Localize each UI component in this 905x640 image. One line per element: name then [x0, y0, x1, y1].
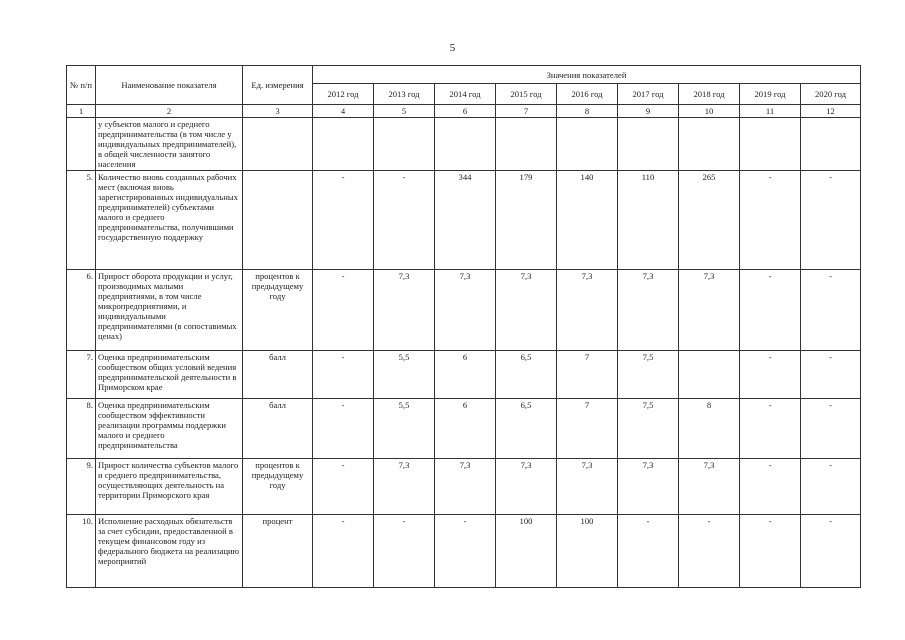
- indicator-name: у субъектов малого и среднего предпринимательства (в том числе у индивидуальных предпринимателей), в общей численности занятого населения: [96, 118, 243, 171]
- indicator-value: -: [801, 171, 861, 270]
- table-row: [67, 270, 861, 351]
- indicator-value: 6: [435, 399, 496, 459]
- header-unit: Ед. измерения: [243, 66, 313, 105]
- indicator-value: [618, 118, 679, 171]
- indicator-value: -: [313, 515, 374, 588]
- unit-of-measure: балл: [243, 351, 313, 399]
- indicator-value: -: [801, 515, 861, 588]
- indicator-name: Оценка предпринимательским сообществом общих условий ведения предпринимательской деятельности в Приморском крае: [96, 351, 243, 399]
- table-row: [67, 399, 861, 459]
- indicator-value: [679, 118, 740, 171]
- column-number: 4: [313, 105, 374, 118]
- indicator-value: -: [374, 515, 435, 588]
- indicator-value: -: [740, 459, 801, 515]
- indicator-value: [496, 118, 557, 171]
- header-year: 2017 год: [618, 84, 679, 105]
- row-number: 7.: [67, 351, 96, 399]
- indicator-value: -: [740, 515, 801, 588]
- header-year: 2018 год: [679, 84, 740, 105]
- indicator-value: 7,3: [557, 270, 618, 351]
- column-number: 6: [435, 105, 496, 118]
- indicator-value: [557, 118, 618, 171]
- indicator-value: 7,3: [679, 270, 740, 351]
- indicator-value: -: [618, 515, 679, 588]
- indicator-value: [374, 118, 435, 171]
- header-year: 2016 год: [557, 84, 618, 105]
- header-year: 2013 год: [374, 84, 435, 105]
- indicator-value: 7,5: [618, 399, 679, 459]
- table-row: [67, 118, 861, 171]
- row-number: 8.: [67, 399, 96, 459]
- unit-of-measure: процентов к предыдущему году: [243, 270, 313, 351]
- column-number: 2: [96, 105, 243, 118]
- indicator-value: -: [313, 399, 374, 459]
- indicator-value: -: [313, 171, 374, 270]
- column-number: 10: [679, 105, 740, 118]
- indicator-value: 100: [496, 515, 557, 588]
- column-number: 3: [243, 105, 313, 118]
- indicator-name: Прирост оборота продукции и услуг, производимых малыми предприятиями, в том числе микропредприятиями, и индивидуальными предпринимателями (в сопоставимых ценах): [96, 270, 243, 351]
- header-year: 2015 год: [496, 84, 557, 105]
- indicator-value: -: [801, 459, 861, 515]
- indicator-value: [740, 118, 801, 171]
- row-number: 5.: [67, 171, 96, 270]
- header-num: № п/п: [67, 66, 96, 105]
- header-year: 2019 год: [740, 84, 801, 105]
- indicator-name: Количество вновь созданных рабочих мест (включая вновь зарегистрированных индивидуальных предпринимателей) субъектами малого и среднего предпринимательства, получившими государственную поддержку: [96, 171, 243, 270]
- indicator-value: -: [740, 351, 801, 399]
- column-number: 8: [557, 105, 618, 118]
- indicator-value: 7,3: [435, 459, 496, 515]
- indicator-value: 179: [496, 171, 557, 270]
- unit-of-measure: процент: [243, 515, 313, 588]
- indicator-value: -: [740, 270, 801, 351]
- indicator-value: 265: [679, 171, 740, 270]
- indicators-table: [66, 65, 861, 588]
- indicator-value: 5,5: [374, 351, 435, 399]
- indicator-value: 140: [557, 171, 618, 270]
- indicator-value: 7,3: [557, 459, 618, 515]
- indicator-value: 7,3: [679, 459, 740, 515]
- column-number: 1: [67, 105, 96, 118]
- page-number: 5: [449, 42, 456, 54]
- row-number: 10.: [67, 515, 96, 588]
- unit-of-measure: [243, 118, 313, 171]
- indicator-value: 7,3: [374, 270, 435, 351]
- indicator-value: -: [374, 171, 435, 270]
- indicator-value: 8: [679, 399, 740, 459]
- header-name: Наименование показателя: [96, 66, 243, 105]
- unit-of-measure: балл: [243, 399, 313, 459]
- indicator-value: 7,3: [496, 270, 557, 351]
- indicator-value: 6,5: [496, 351, 557, 399]
- indicator-value: 7,3: [496, 459, 557, 515]
- column-number: 9: [618, 105, 679, 118]
- indicator-name: Исполнение расходных обязательств за счет субсидии, предоставленной в текущем финансовом году из федерального бюджета на реализацию мероприятий: [96, 515, 243, 588]
- indicator-value: -: [313, 351, 374, 399]
- header-year: 2020 год: [801, 84, 861, 105]
- indicator-value: [435, 118, 496, 171]
- indicator-value: 7,5: [618, 351, 679, 399]
- column-number: 12: [801, 105, 861, 118]
- column-number: 5: [374, 105, 435, 118]
- row-number: 9.: [67, 459, 96, 515]
- indicator-value: -: [740, 171, 801, 270]
- unit-of-measure: процентов к предыдущему году: [243, 459, 313, 515]
- indicator-value: -: [740, 399, 801, 459]
- indicator-value: 7: [557, 351, 618, 399]
- indicator-value: -: [313, 270, 374, 351]
- indicator-value: 110: [618, 171, 679, 270]
- indicator-value: 7,3: [374, 459, 435, 515]
- column-number: 7: [496, 105, 557, 118]
- indicator-value: 6: [435, 351, 496, 399]
- indicator-value: 7,3: [435, 270, 496, 351]
- indicator-value: -: [801, 270, 861, 351]
- indicator-value: 7,3: [618, 459, 679, 515]
- row-number: 6.: [67, 270, 96, 351]
- indicator-value: 344: [435, 171, 496, 270]
- indicator-value: [313, 118, 374, 171]
- column-number: 11: [740, 105, 801, 118]
- table-body: [67, 118, 861, 588]
- indicator-value: [679, 351, 740, 399]
- indicator-value: 7: [557, 399, 618, 459]
- indicator-value: 5,5: [374, 399, 435, 459]
- indicator-value: 6,5: [496, 399, 557, 459]
- row-number: [67, 118, 96, 171]
- indicator-value: -: [313, 459, 374, 515]
- header-values: Значения показателей: [313, 66, 861, 84]
- table-row: [67, 351, 861, 399]
- unit-of-measure: [243, 171, 313, 270]
- indicator-name: Прирост количества субъектов малого и среднего предпринимательства, осуществляющих деятельность на территории Приморского края: [96, 459, 243, 515]
- table-row: [67, 459, 861, 515]
- header-year: 2014 год: [435, 84, 496, 105]
- indicator-value: -: [801, 351, 861, 399]
- indicator-name: Оценка предпринимательским сообществом эффективности реализации программы поддержки малого и среднего предпринимательства: [96, 399, 243, 459]
- table-row: [67, 515, 861, 588]
- table-row: [67, 171, 861, 270]
- indicator-value: [801, 118, 861, 171]
- indicator-value: 100: [557, 515, 618, 588]
- indicator-value: -: [801, 399, 861, 459]
- header-year: 2012 год: [313, 84, 374, 105]
- indicator-value: -: [435, 515, 496, 588]
- indicator-value: 7,3: [618, 270, 679, 351]
- indicator-value: -: [679, 515, 740, 588]
